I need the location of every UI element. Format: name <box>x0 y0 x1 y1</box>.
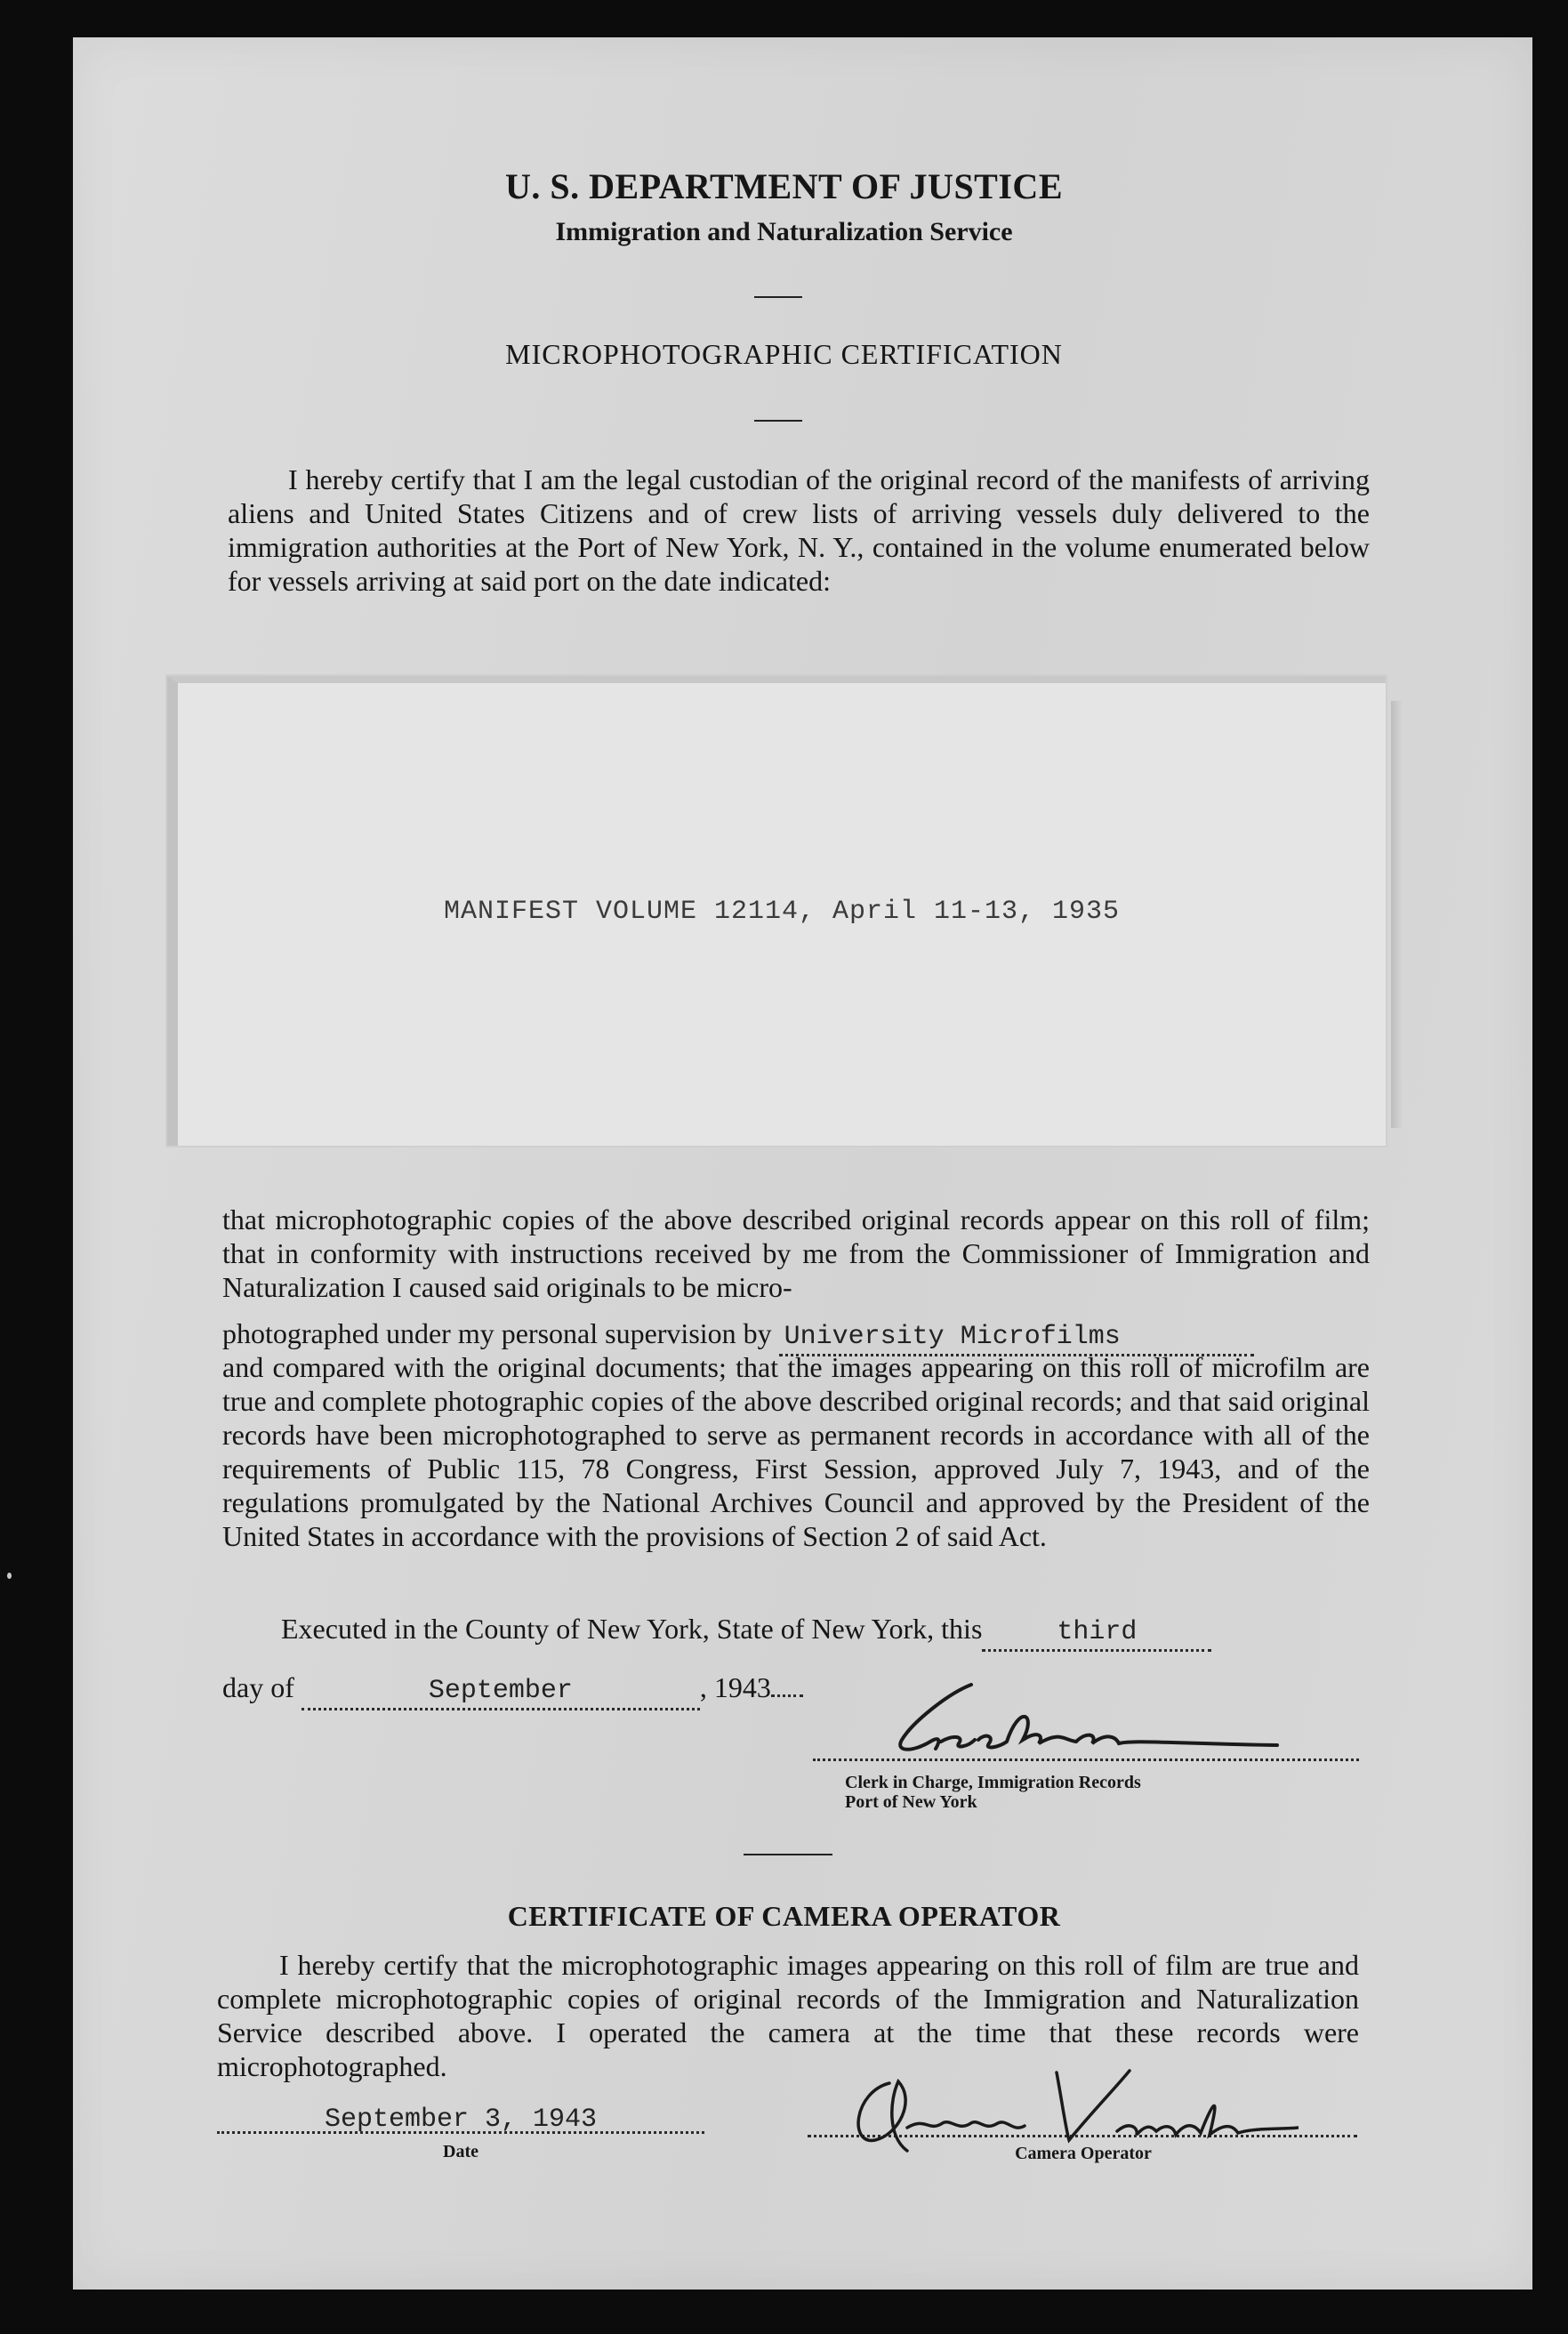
execution-prefix: Executed in the County of New York, State of New York, this <box>281 1613 983 1645</box>
certification-body-part2: and compared with the original documents; that the images appearing on this roll of microfilm are true and complete photographic copies of the above described original records; and that said original records have been microphotographed to serve as permanent records in accordance with all of the requirements of Public 115, 78 Congress, First Session, approved July 7, 1943, and of the regulations promulgated by the National Archives Council and approved by the President of the United States in accordance with the provisions of Section 2 of said Act. <box>222 1351 1370 1552</box>
day-field <box>982 1612 1211 1652</box>
month-value: September <box>428 1676 573 1706</box>
clerk-title-line1: Clerk in Charge, Immigration Records <box>845 1773 1141 1792</box>
month-field <box>302 1670 700 1710</box>
department-heading: U. S. DEPARTMENT OF JUSTICE <box>505 166 1063 206</box>
operator-date-field <box>217 2101 704 2134</box>
execution-line <box>281 1612 1370 1652</box>
scan-speck <box>7 1573 12 1579</box>
clerk-title <box>845 1773 1141 1812</box>
date-label: Date <box>443 2142 478 2161</box>
intro-paragraph: I hereby certify that I am the legal custodian of the original record of the manifests of arriving aliens and United States Citizens and of crew lists of arriving vessels duly delivered to the immigration authorities at the Port of New York, N. Y., contained in the volume enumerated below for vessels arriving at said port on the date indicated: <box>228 463 1370 597</box>
camera-operator-heading: CERTIFICATE OF CAMERA OPERATOR <box>507 1900 1061 1932</box>
certification-title: MICROPHOTOGRAPHIC CERTIFICATION <box>505 338 1063 370</box>
volume-slip-text: MANIFEST VOLUME 12114, April 11-13, 1935 <box>443 897 1121 927</box>
day-of-label: day of <box>222 1671 294 1703</box>
supervisor-value: University Microfilms <box>784 1322 1121 1352</box>
slip-edge <box>1391 701 1403 1128</box>
clerk-signature <box>886 1678 1286 1767</box>
divider <box>744 1854 832 1855</box>
divider <box>754 296 802 298</box>
camera-operator-label: Camera Operator <box>1015 2144 1152 2163</box>
operator-date-value: September 3, 1943 <box>324 2105 598 2135</box>
year-dots <box>771 1694 803 1697</box>
certification-body-part1: that microphotographic copies of the above described original records appear on this roll of film; that in conformity with instructions received by me from the Commissioner of Immigration and Naturalization I caused said originals to be micro- <box>222 1203 1370 1303</box>
year-text: , 1943 <box>699 1671 771 1703</box>
volume-slip <box>167 676 1386 1146</box>
service-heading: Immigration and Naturalization Service <box>555 217 1013 246</box>
divider <box>754 420 802 422</box>
day-value: third <box>1057 1617 1138 1647</box>
supervision-prefix: photographed under my personal supervision by <box>222 1317 772 1349</box>
camera-operator-paragraph: I hereby certify that the microphotographic images appearing on this roll of film are true and complete microphotographic copies of original records of the Immigration and Naturalization Service described above. I operated the camera at the time that these records were microphotographed. <box>217 1949 1359 2082</box>
clerk-title-line2: Port of New York <box>845 1792 977 1812</box>
